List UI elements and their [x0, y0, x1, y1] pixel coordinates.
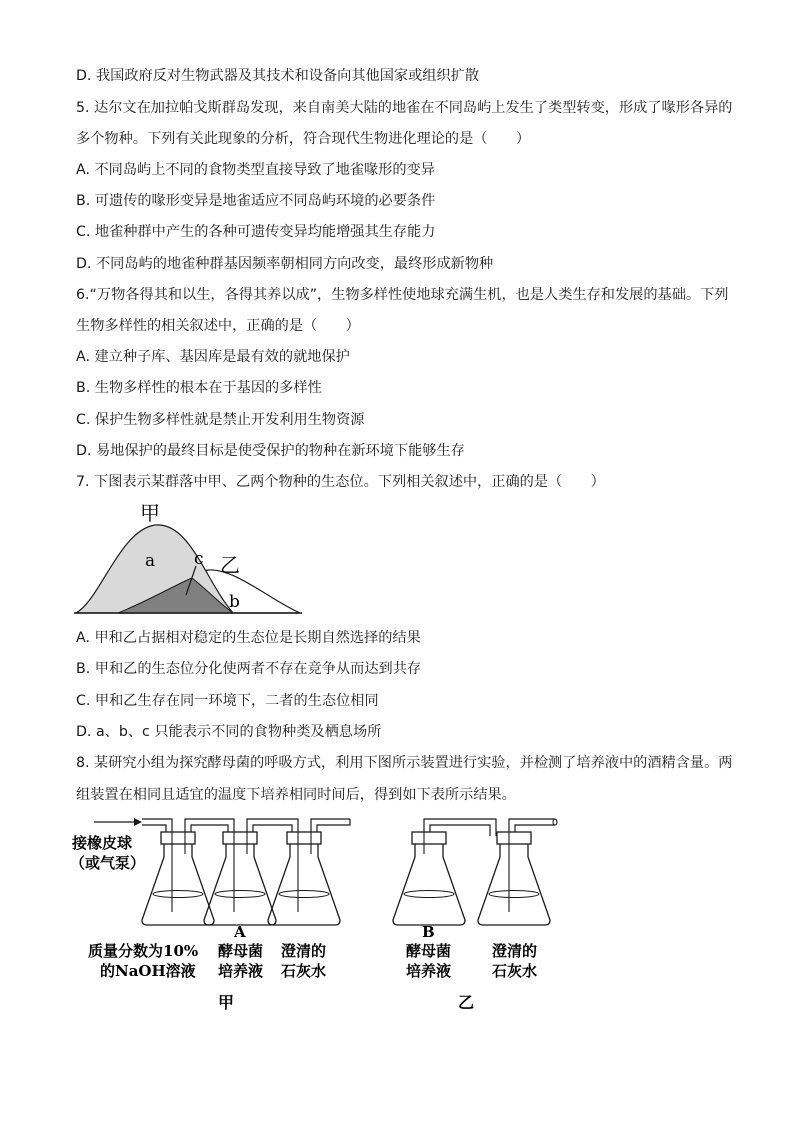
q7-option-b[interactable]: B. 甲和乙的生态位分化使两者不存在竞争从而达到共存 [76, 661, 422, 677]
niche-label-a: a [145, 551, 156, 571]
niche-label-b: b [229, 592, 240, 612]
q8-stem-line1: 8. 某研究小组为探究酵母菌的呼吸方式，利用下图所示装置进行实验，并检测了培养液中的酒精含量。两 [76, 755, 733, 771]
tube-end-yi [553, 819, 557, 825]
niche-label-yi: 乙 [220, 553, 240, 577]
q7-stem: 7. 下图表示某群落中甲、乙两个物种的生态位。下列相关叙述中，正确的是（ ） [76, 474, 605, 490]
pump-arrow-head [134, 818, 142, 826]
q5-option-b[interactable]: B. 可遗传的喙形变异是地雀适应不同岛屿环境的必要条件 [76, 193, 436, 209]
q5-stem-line2: 多个物种。下列有关此现象的分析，符合现代生物进化理论的是（ ） [76, 131, 531, 147]
flask-a-letter: A [234, 923, 246, 941]
q6-option-a[interactable]: A. 建立种子库、基因库是最有效的就地保护 [76, 349, 350, 365]
q6-option-c[interactable]: C. 保护生物多样性就是禁止开发利用生物资源 [76, 412, 365, 428]
apparatus-diagram [60, 812, 580, 1022]
niche-diagram [70, 500, 310, 620]
yeast-b-label-line2: 培养液 [406, 962, 452, 980]
flask-b-letter: B [422, 923, 435, 941]
pump-label-line2: （或气泵） [70, 854, 146, 872]
flask-limewater-jia [268, 832, 340, 925]
niche-label-c: c [194, 549, 204, 569]
yeast-a-label-line1: 酵母菌 [218, 942, 264, 960]
flask-yeast-b [393, 832, 465, 925]
q6-option-b[interactable]: B. 生物多样性的根本在于基因的多样性 [76, 380, 322, 396]
lime-yi-label-line1: 澄清的 [492, 942, 538, 960]
lime-jia-label-line2: 石灰水 [281, 962, 327, 980]
naoh-label-line1: 质量分数为10% [88, 942, 199, 960]
setup-jia-label: 甲 [218, 993, 235, 1012]
q7-option-c[interactable]: C. 甲和乙生存在同一环境下，二者的生态位相同 [76, 693, 379, 709]
q5-option-d[interactable]: D. 不同岛屿的地雀种群基因频率朝相同方向改变，最终形成新物种 [76, 256, 494, 272]
q5-stem-line1: 5. 达尔文在加拉帕戈斯群岛发现，来自南美大陆的地雀在不同岛屿上发生了类型转变，形成了喙形各异的 [76, 100, 733, 116]
q8-stem-line2: 组装置在相同且适宜的温度下培养相同时间后，得到如下表所示结果。 [76, 787, 516, 803]
q6-stem-line2: 生物多样性的相关叙述中，正确的是（ ） [76, 318, 360, 334]
q4-option-d[interactable]: D. 我国政府反对生物武器及其技术和设备向其他国家或组织扩散 [76, 68, 480, 84]
lime-yi-label-line2: 石灰水 [492, 962, 538, 980]
naoh-label-line2: 的NaOH溶液 [100, 962, 196, 980]
yeast-a-label-line2: 培养液 [218, 962, 264, 980]
yeast-b-label-line1: 酵母菌 [406, 942, 452, 960]
q7-option-d[interactable]: D. a、b、c 只能表示不同的食物种类及栖息场所 [76, 724, 382, 740]
q5-option-c[interactable]: C. 地雀种群中产生的各种可遗传变异均能增强其生存能力 [76, 224, 436, 240]
lime-jia-label-line1: 澄清的 [281, 942, 327, 960]
niche-label-jia: 甲 [140, 501, 160, 525]
setup-yi-label: 乙 [458, 993, 475, 1012]
q5-option-a[interactable]: A. 不同岛屿上不同的食物类型直接导致了地雀喙形的变异 [76, 162, 435, 178]
q6-option-d[interactable]: D. 易地保护的最终目标是使受保护的物种在新环境下能够生存 [76, 443, 465, 459]
flask-yeast-a [204, 832, 276, 925]
flask-limewater-yi [478, 832, 550, 925]
flask-naoh [142, 832, 214, 925]
q7-option-a[interactable]: A. 甲和乙占据相对稳定的生态位是长期自然选择的结果 [76, 630, 421, 646]
q6-stem-line1: 6.“万物各得其和以生，各得其养以成”，生物多样性使地球充满生机，也是人类生存和发展的基础。下列 [76, 287, 729, 303]
pump-label-line1: 接橡皮球 [72, 834, 133, 852]
